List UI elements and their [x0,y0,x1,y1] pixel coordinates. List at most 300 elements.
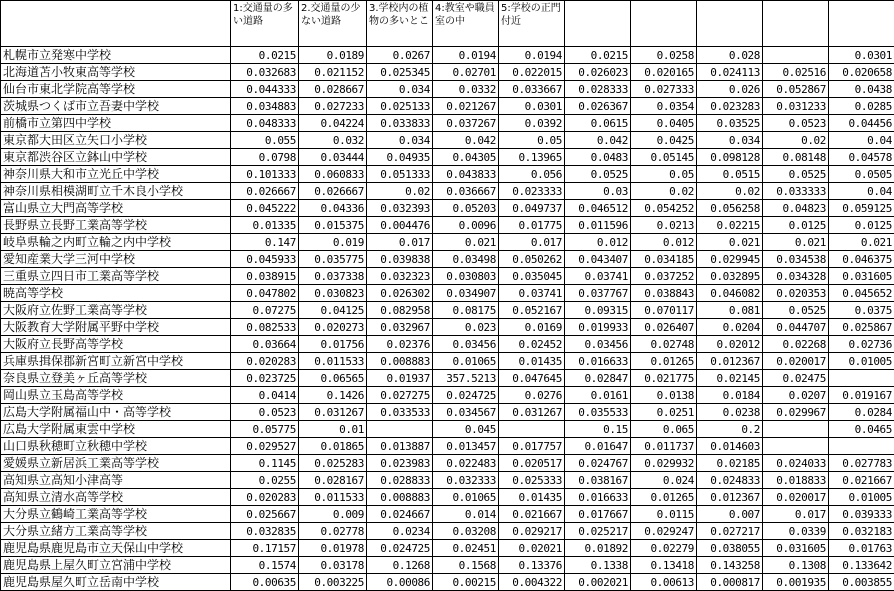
value-cell[interactable]: 0.03664 [231,336,299,353]
value-cell[interactable]: 0.001935 [763,574,829,591]
value-cell[interactable]: 0.046375 [829,251,894,268]
value-cell[interactable]: 0.025333 [499,472,565,489]
value-cell[interactable]: 0.033833 [367,115,433,132]
school-name-cell[interactable]: 長野県立長野工業高等学校 [1,217,231,234]
school-name-cell[interactable]: 前橋市立第四中学校 [1,115,231,132]
value-cell[interactable]: 0.01865 [299,438,367,455]
value-cell[interactable]: 0.02701 [433,64,499,81]
value-cell[interactable]: 0.033333 [763,183,829,200]
value-cell[interactable]: 0.01978 [299,540,367,557]
school-name-cell[interactable]: 兵庫県揖保郡新宮町立新宮中学校 [1,353,231,370]
school-name-cell[interactable]: 東京都渋谷区立鉢山中学校 [1,149,231,166]
value-cell[interactable]: 0.021152 [299,64,367,81]
value-cell[interactable]: 0.05 [499,132,565,149]
value-cell[interactable]: 0.0194 [433,47,499,64]
value-cell[interactable]: 0.043407 [565,251,631,268]
value-cell[interactable]: 0.017 [763,506,829,523]
value-cell[interactable]: 0.018833 [763,472,829,489]
value-cell[interactable]: 0.0354 [631,98,697,115]
value-cell[interactable]: 0.056258 [697,200,763,217]
value-cell[interactable]: 0.0523 [763,115,829,132]
value-cell[interactable]: 0.02516 [763,64,829,81]
value-cell[interactable]: 0.0204 [697,319,763,336]
school-name-cell[interactable]: 仙台市東北学院高等学校 [1,81,231,98]
value-cell[interactable]: 0.002021 [565,574,631,591]
value-cell[interactable]: 0.024 [631,472,697,489]
value-cell[interactable]: 0.022015 [499,64,565,81]
value-cell[interactable]: 0.038843 [631,285,697,302]
value-cell[interactable]: 0.015375 [299,217,367,234]
value-cell[interactable]: 0.014603 [697,438,763,455]
value-cell[interactable]: 0.028333 [565,81,631,98]
value-cell[interactable]: 0.036667 [433,183,499,200]
value-cell[interactable]: 0.0332 [433,81,499,98]
value-cell[interactable]: 0.060833 [299,166,367,183]
value-cell[interactable]: 0.037338 [299,268,367,285]
value-cell[interactable]: 0.082958 [367,302,433,319]
value-cell[interactable]: 0.037252 [631,268,697,285]
value-cell[interactable]: 0.13376 [499,557,565,574]
value-cell[interactable]: 0.0515 [697,166,763,183]
value-cell[interactable]: 0.008883 [367,353,433,370]
school-name-cell[interactable]: 山口県秋穂町立秋穂中学校 [1,438,231,455]
value-cell[interactable]: 0.0414 [231,387,299,404]
value-cell[interactable]: 0.059125 [829,200,894,217]
value-cell[interactable]: 0.0234 [367,523,433,540]
value-cell[interactable]: 0.052167 [499,302,565,319]
value-cell[interactable]: 0.039333 [829,506,894,523]
value-cell[interactable]: 0.032183 [829,523,894,540]
school-name-cell[interactable]: 鹿児島県上屋久町立宮浦中学校 [1,557,231,574]
value-cell[interactable]: 0.0339 [763,523,829,540]
value-cell[interactable]: 0.029932 [631,455,697,472]
value-cell[interactable]: 0.0465 [829,421,894,438]
value-cell[interactable]: 0.031605 [829,268,894,285]
value-cell[interactable]: 0.016633 [565,353,631,370]
column-header-10[interactable] [829,1,894,47]
value-cell[interactable]: 0.028167 [299,472,367,489]
value-cell[interactable]: 0.011737 [631,438,697,455]
header-corner-cell[interactable] [1,1,231,47]
column-header-7[interactable] [631,1,697,47]
value-cell[interactable]: 0.020283 [231,353,299,370]
value-cell[interactable] [829,438,894,455]
value-cell[interactable]: 0.02778 [299,523,367,540]
value-cell[interactable]: 0.04 [829,132,894,149]
value-cell[interactable]: 0.009 [299,506,367,523]
school-name-cell[interactable]: 奈良県立登美ヶ丘高等学校 [1,370,231,387]
value-cell[interactable]: 0.08175 [433,302,499,319]
value-cell[interactable]: 0.037267 [433,115,499,132]
value-cell[interactable] [499,421,565,438]
school-name-cell[interactable]: 愛媛県立新居浜工業高等学校 [1,455,231,472]
value-cell[interactable]: 0.03498 [433,251,499,268]
school-name-cell[interactable]: 神奈川県大和市立光丘中学校 [1,166,231,183]
value-cell[interactable]: 0.003855 [829,574,894,591]
value-cell[interactable]: 0.052867 [763,81,829,98]
value-cell[interactable]: 0.054252 [631,200,697,217]
value-cell[interactable]: 0.028833 [367,472,433,489]
value-cell[interactable]: 0.012367 [697,353,763,370]
value-cell[interactable]: 0.020353 [763,285,829,302]
value-cell[interactable]: 0.070117 [631,302,697,319]
value-cell[interactable]: 0.0125 [829,217,894,234]
value-cell[interactable]: 0.011596 [565,217,631,234]
value-cell[interactable]: 0.0276 [499,387,565,404]
value-cell[interactable]: 0.065 [631,421,697,438]
value-cell[interactable]: 0.028 [697,47,763,64]
value-cell[interactable]: 0.023333 [499,183,565,200]
value-cell[interactable]: 0.15 [565,421,631,438]
value-cell[interactable]: 0.0115 [631,506,697,523]
value-cell[interactable]: 0.01005 [829,353,894,370]
value-cell[interactable]: 0.02 [367,183,433,200]
value-cell[interactable]: 0.035775 [299,251,367,268]
value-cell[interactable]: 0.024667 [367,506,433,523]
value-cell[interactable]: 0.04125 [299,302,367,319]
value-cell[interactable]: 0.027275 [367,387,433,404]
value-cell[interactable]: 0.13965 [499,149,565,166]
value-cell[interactable]: 0.045 [433,421,499,438]
value-cell[interactable]: 0.034 [367,132,433,149]
value-cell[interactable]: 0.02215 [697,217,763,234]
value-cell[interactable]: 0.1145 [231,455,299,472]
school-name-cell[interactable]: 愛知産業大学三河中学校 [1,251,231,268]
value-cell[interactable]: 0.029247 [631,523,697,540]
column-header-9[interactable] [763,1,829,47]
value-cell[interactable]: 0.007 [697,506,763,523]
value-cell[interactable]: 0.045222 [231,200,299,217]
value-cell[interactable]: 0.055 [231,132,299,149]
value-cell[interactable]: 0.025667 [231,506,299,523]
value-cell[interactable]: 0.00086 [367,574,433,591]
value-cell[interactable]: 0.01763 [829,540,894,557]
column-header-2[interactable]: 2.交通量の少ない道路 [299,1,367,47]
value-cell[interactable]: 0.034538 [763,251,829,268]
value-cell[interactable]: 0.00215 [433,574,499,591]
value-cell[interactable]: 0.029527 [231,438,299,455]
value-cell[interactable]: 0.0096 [433,217,499,234]
value-cell[interactable]: 0.04305 [433,149,499,166]
value-cell[interactable]: 0.09315 [565,302,631,319]
value-cell[interactable]: 0.034 [367,81,433,98]
value-cell[interactable]: 0.046512 [565,200,631,217]
value-cell[interactable]: 0.0615 [565,115,631,132]
value-cell[interactable]: 0.0184 [697,387,763,404]
value-cell[interactable]: 0.05775 [231,421,299,438]
value-cell[interactable]: 0.0238 [697,404,763,421]
school-name-cell[interactable]: 鹿児島県鹿児島市立天保山中学校 [1,540,231,557]
column-header-5[interactable]: 5:学校の正門付近 [499,1,565,47]
value-cell[interactable]: 0.03 [565,183,631,200]
value-cell[interactable]: 0.021267 [433,98,499,115]
value-cell[interactable]: 0.032967 [367,319,433,336]
value-cell[interactable]: 0.0798 [231,149,299,166]
value-cell[interactable]: 0.042 [433,132,499,149]
value-cell[interactable]: 0.032683 [231,64,299,81]
value-cell[interactable]: 0.044333 [231,81,299,98]
value-cell[interactable]: 0.037767 [565,285,631,302]
value-cell[interactable]: 0.01 [299,421,367,438]
value-cell[interactable]: 0.026667 [231,183,299,200]
value-cell[interactable]: 0.02145 [697,370,763,387]
value-cell[interactable]: 0.056 [499,166,565,183]
value-cell[interactable]: 0.020283 [231,489,299,506]
value-cell[interactable]: 0.013457 [433,438,499,455]
value-cell[interactable]: 0.025345 [367,64,433,81]
value-cell[interactable]: 0.01065 [433,353,499,370]
value-cell[interactable]: 0.02748 [631,336,697,353]
value-cell[interactable]: 0.04578 [829,149,894,166]
value-cell[interactable]: 0.0161 [565,387,631,404]
value-cell[interactable]: 0.081 [697,302,763,319]
value-cell[interactable]: 357.5213 [433,370,499,387]
value-cell[interactable]: 0.082533 [231,319,299,336]
value-cell[interactable]: 0.01435 [499,353,565,370]
value-cell[interactable]: 0.0215 [231,47,299,64]
value-cell[interactable]: 0.020017 [763,489,829,506]
value-cell[interactable]: 0.019 [299,234,367,251]
value-cell[interactable]: 0.045933 [231,251,299,268]
value-cell[interactable]: 0.01435 [499,489,565,506]
value-cell[interactable]: 0.01775 [499,217,565,234]
value-cell[interactable]: 0.004476 [367,217,433,234]
value-cell[interactable]: 0.08148 [763,149,829,166]
value-cell[interactable]: 0.034907 [433,285,499,302]
school-name-cell[interactable]: 北海道苫小牧東高等学校 [1,64,231,81]
value-cell[interactable]: 0.038055 [697,540,763,557]
value-cell[interactable]: 0.023725 [231,370,299,387]
value-cell[interactable]: 0.01005 [829,489,894,506]
value-cell[interactable]: 0.020165 [631,64,697,81]
value-cell[interactable]: 0.04224 [299,115,367,132]
value-cell[interactable]: 0.0213 [631,217,697,234]
value-cell[interactable]: 0.01335 [231,217,299,234]
school-name-cell[interactable]: 大阪教育大学附属平野中学校 [1,319,231,336]
value-cell[interactable]: 0.0267 [367,47,433,64]
value-cell[interactable]: 0.00635 [231,574,299,591]
value-cell[interactable]: 0.017 [499,234,565,251]
value-cell[interactable]: 0.026367 [565,98,631,115]
value-cell[interactable]: 0.04823 [763,200,829,217]
value-cell[interactable]: 0.039838 [367,251,433,268]
value-cell[interactable]: 0.0525 [763,166,829,183]
value-cell[interactable]: 0.008883 [367,489,433,506]
value-cell[interactable] [829,370,894,387]
value-cell[interactable]: 0.0405 [631,115,697,132]
value-cell[interactable]: 0.029945 [697,251,763,268]
value-cell[interactable]: 0.025133 [367,98,433,115]
value-cell[interactable]: 0.02 [697,183,763,200]
value-cell[interactable]: 0.05 [631,166,697,183]
value-cell[interactable]: 0.1338 [565,557,631,574]
value-cell[interactable]: 0.048333 [231,115,299,132]
value-cell[interactable]: 0.0138 [631,387,697,404]
value-cell[interactable]: 0.02475 [763,370,829,387]
value-cell[interactable]: 0.024725 [367,540,433,557]
value-cell[interactable]: 0.017757 [499,438,565,455]
value-cell[interactable]: 0.020517 [499,455,565,472]
value-cell[interactable]: 0.0392 [499,115,565,132]
value-cell[interactable]: 0.046082 [697,285,763,302]
value-cell[interactable]: 0.030803 [433,268,499,285]
value-cell[interactable]: 0.0215 [565,47,631,64]
value-cell[interactable]: 0.031233 [763,98,829,115]
value-cell[interactable]: 0.032835 [231,523,299,540]
value-cell[interactable]: 0.02376 [367,336,433,353]
value-cell[interactable]: 0.021667 [829,472,894,489]
value-cell[interactable]: 0.17157 [231,540,299,557]
value-cell[interactable]: 0.042 [565,132,631,149]
value-cell[interactable]: 0.03456 [565,336,631,353]
value-cell[interactable]: 0.147 [231,234,299,251]
value-cell[interactable]: 0.01265 [631,353,697,370]
value-cell[interactable]: 0.04935 [367,149,433,166]
value-cell[interactable]: 0.026302 [367,285,433,302]
school-name-cell[interactable]: 鹿児島県屋久町立岳南中学校 [1,574,231,591]
value-cell[interactable]: 0.0285 [829,98,894,115]
value-cell[interactable]: 0.031267 [499,404,565,421]
value-cell[interactable]: 0.01647 [565,438,631,455]
value-cell[interactable]: 0.011533 [299,353,367,370]
value-cell[interactable]: 0.0301 [829,47,894,64]
value-cell[interactable]: 0.033667 [499,81,565,98]
column-header-8[interactable] [697,1,763,47]
value-cell[interactable]: 0.023 [433,319,499,336]
value-cell[interactable]: 0.013887 [367,438,433,455]
value-cell[interactable]: 0.021 [697,234,763,251]
value-cell[interactable]: 0.0125 [763,217,829,234]
value-cell[interactable]: 0.0505 [829,166,894,183]
value-cell[interactable]: 0.13418 [631,557,697,574]
value-cell[interactable]: 0.1426 [299,387,367,404]
value-cell[interactable]: 0.02 [763,132,829,149]
value-cell[interactable]: 0.02279 [631,540,697,557]
value-cell[interactable]: 0.034883 [231,98,299,115]
value-cell[interactable]: 0.1568 [433,557,499,574]
value-cell[interactable]: 0.034328 [763,268,829,285]
value-cell[interactable]: 0.01756 [299,336,367,353]
value-cell[interactable]: 0.02452 [499,336,565,353]
value-cell[interactable]: 0.0251 [631,404,697,421]
value-cell[interactable]: 0.023983 [367,455,433,472]
value-cell[interactable]: 0.03741 [499,285,565,302]
school-name-cell[interactable]: 暁高等学校 [1,285,231,302]
value-cell[interactable]: 0.029217 [499,523,565,540]
value-cell[interactable]: 0.04456 [829,115,894,132]
value-cell[interactable]: 0.0301 [499,98,565,115]
value-cell[interactable]: 0.004322 [499,574,565,591]
column-header-3[interactable]: 3.学校内の植物の多いとこ [367,1,433,47]
value-cell[interactable]: 0.047645 [499,370,565,387]
value-cell[interactable]: 0.02012 [697,336,763,353]
school-name-cell[interactable]: 高知県立高知小津高等 [1,472,231,489]
value-cell[interactable]: 0.03444 [299,149,367,166]
value-cell[interactable]: 0.017 [367,234,433,251]
value-cell[interactable]: 0.02021 [499,540,565,557]
value-cell[interactable] [763,438,829,455]
value-cell[interactable]: 0.0255 [231,472,299,489]
value-cell[interactable]: 0.0189 [299,47,367,64]
value-cell[interactable]: 0.0438 [829,81,894,98]
value-cell[interactable]: 0.02847 [565,370,631,387]
value-cell[interactable]: 0.0523 [231,404,299,421]
value-cell[interactable]: 0.019933 [565,319,631,336]
value-cell[interactable]: 0.021 [829,234,894,251]
value-cell[interactable]: 0.024113 [697,64,763,81]
value-cell[interactable]: 0.032895 [697,268,763,285]
value-cell[interactable]: 0.026023 [565,64,631,81]
school-name-cell[interactable]: 大阪府立佐野工業高等学校 [1,302,231,319]
school-name-cell[interactable]: 岡山県立玉島高等学校 [1,387,231,404]
value-cell[interactable]: 0.021 [763,234,829,251]
value-cell[interactable]: 0.029967 [763,404,829,421]
value-cell[interactable]: 0.022483 [433,455,499,472]
value-cell[interactable]: 0.05203 [433,200,499,217]
value-cell[interactable]: 0.033533 [367,404,433,421]
value-cell[interactable]: 0.0207 [763,387,829,404]
value-cell[interactable]: 0.032333 [433,472,499,489]
value-cell[interactable]: 0.026667 [299,183,367,200]
value-cell[interactable]: 0.024033 [763,455,829,472]
value-cell[interactable]: 0.2 [697,421,763,438]
school-name-cell[interactable]: 東京都大田区立矢口小学校 [1,132,231,149]
value-cell[interactable]: 0.049737 [499,200,565,217]
column-header-1[interactable]: 1:交通量の多い道路 [231,1,299,47]
column-header-4[interactable]: 4:教室や職員室の中 [433,1,499,47]
value-cell[interactable]: 0.045652 [829,285,894,302]
school-name-cell[interactable]: 広島大学附属東雲中学校 [1,421,231,438]
value-cell[interactable]: 0.02268 [763,336,829,353]
value-cell[interactable]: 0.038915 [231,268,299,285]
value-cell[interactable]: 0.1574 [231,557,299,574]
value-cell[interactable]: 0.143258 [697,557,763,574]
school-name-cell[interactable]: 神奈川県相模湖町立千木良小学校 [1,183,231,200]
value-cell[interactable]: 0.024725 [433,387,499,404]
value-cell[interactable]: 0.021667 [499,506,565,523]
value-cell[interactable]: 0.02451 [433,540,499,557]
value-cell[interactable]: 0.050262 [499,251,565,268]
value-cell[interactable]: 0.027233 [299,98,367,115]
value-cell[interactable] [367,421,433,438]
column-header-6[interactable] [565,1,631,47]
value-cell[interactable]: 0.1308 [763,557,829,574]
value-cell[interactable]: 0.000817 [697,574,763,591]
value-cell[interactable]: 0.032323 [367,268,433,285]
value-cell[interactable]: 0.04336 [299,200,367,217]
value-cell[interactable]: 0.021775 [631,370,697,387]
school-name-cell[interactable]: 富山県立大門高等学校 [1,200,231,217]
value-cell[interactable]: 0.021 [433,234,499,251]
value-cell[interactable]: 0.003225 [299,574,367,591]
value-cell[interactable]: 0.028667 [299,81,367,98]
value-cell[interactable]: 0.0425 [631,132,697,149]
value-cell[interactable]: 0.03178 [299,557,367,574]
value-cell[interactable] [763,421,829,438]
value-cell[interactable]: 0.014 [433,506,499,523]
value-cell[interactable]: 0.020273 [299,319,367,336]
value-cell[interactable]: 0.0194 [499,47,565,64]
school-name-cell[interactable]: 茨城県つくば市立吾妻中学校 [1,98,231,115]
value-cell[interactable] [763,47,829,64]
value-cell[interactable]: 0.034185 [631,251,697,268]
value-cell[interactable]: 0.03208 [433,523,499,540]
value-cell[interactable]: 0.01892 [565,540,631,557]
value-cell[interactable]: 0.034567 [433,404,499,421]
value-cell[interactable]: 0.027783 [829,455,894,472]
value-cell[interactable]: 0.020017 [763,353,829,370]
school-name-cell[interactable]: 高知県立清水高等学校 [1,489,231,506]
